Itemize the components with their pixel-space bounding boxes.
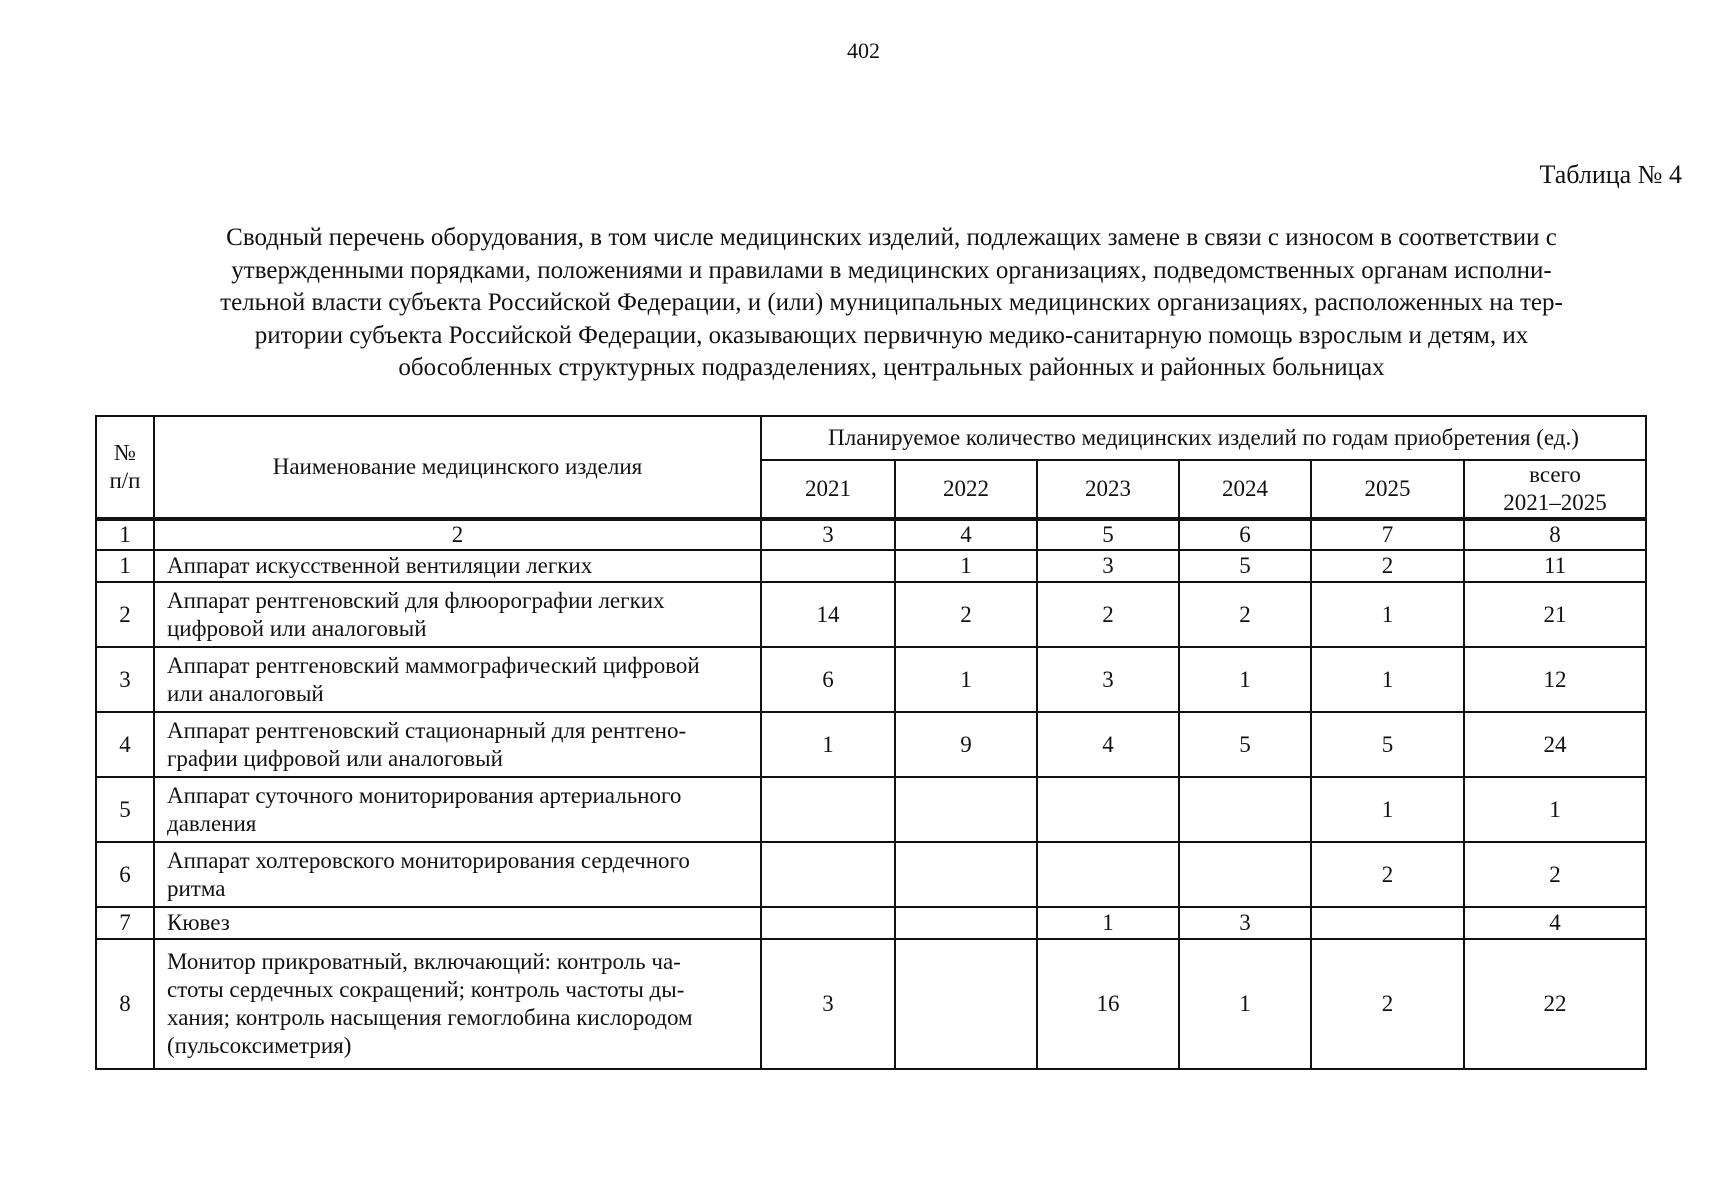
year-quantity: [895, 777, 1037, 842]
year-quantity: 2: [895, 582, 1037, 647]
year-quantity: 5: [1179, 550, 1311, 582]
header-number-line1: №: [114, 440, 136, 465]
year-quantity: [1311, 907, 1464, 939]
device-name: [154, 939, 761, 1069]
header-year: 2024: [1179, 460, 1311, 519]
title-line: ритории субъекта Российской Федерации, оказывающих первичную медико-санитарную помощь взрослым и детям, их: [254, 321, 1529, 349]
row-number: 8: [96, 939, 154, 1069]
column-number: 6: [1179, 519, 1311, 550]
device-name: [154, 550, 761, 582]
device-name-line: Аппарат рентгеновский маммографический цифровой: [167, 652, 700, 678]
table-row: [96, 582, 1646, 647]
device-name-line: цифровой или аналоговый: [167, 615, 427, 641]
row-number: 2: [96, 582, 154, 647]
year-quantity: [895, 939, 1037, 1069]
year-quantity: [761, 550, 895, 582]
total-quantity: 2: [1464, 842, 1646, 907]
year-quantity: [761, 842, 895, 907]
title-line: обособленных структурных подразделениях, центральных районных и районных больницах: [398, 354, 1385, 381]
year-quantity: 2: [1179, 582, 1311, 647]
device-name-line: ритма: [167, 875, 226, 901]
year-quantity: 1: [895, 647, 1037, 712]
column-number: 2: [154, 519, 761, 550]
year-quantity: 2: [1311, 550, 1464, 582]
column-number: 1: [96, 519, 154, 550]
device-name: [154, 582, 761, 647]
total-quantity: 11: [1464, 550, 1646, 582]
table-row: [96, 842, 1646, 907]
year-quantity: 3: [1179, 907, 1311, 939]
header-year: 2021: [761, 460, 895, 519]
header-total: [1464, 460, 1646, 519]
year-quantity: 5: [1311, 712, 1464, 777]
device-name-line: Аппарат суточного мониторирования артериального: [167, 782, 682, 808]
header-total-line2: 2021–2025: [1503, 490, 1607, 515]
header-total-line1: всего: [1529, 462, 1581, 487]
device-name-line: или аналоговый: [167, 680, 324, 706]
year-quantity: [1179, 842, 1311, 907]
device-name: [154, 777, 761, 842]
year-quantity: 1: [1179, 647, 1311, 712]
header-name: Наименование медицинского изделия: [154, 416, 761, 519]
total-quantity: 1: [1464, 777, 1646, 842]
header-number-line2: п/п: [109, 468, 141, 493]
title-line: тельной власти субъекта Российской Федерации, и (или) муниципальных медицинских организациях, расположенных на тер-: [220, 289, 1563, 316]
header-group: Планируемое количество медицинских изделий по годам приобретения (ед.): [761, 416, 1646, 460]
year-quantity: [1037, 777, 1179, 842]
year-quantity: [761, 777, 895, 842]
year-quantity: 1: [1311, 777, 1464, 842]
column-number: 3: [761, 519, 895, 550]
year-quantity: 16: [1037, 939, 1179, 1069]
year-quantity: 3: [1037, 647, 1179, 712]
year-quantity: [895, 907, 1037, 939]
header-year: 2022: [895, 460, 1037, 519]
year-quantity: [761, 907, 895, 939]
year-quantity: 1: [1311, 582, 1464, 647]
device-name-line: (пульсоксиметрия): [167, 1033, 352, 1058]
column-number: 5: [1037, 519, 1179, 550]
year-quantity: [895, 842, 1037, 907]
table-row: [96, 550, 1646, 582]
row-number: 3: [96, 647, 154, 712]
header-year: 2023: [1037, 460, 1179, 519]
device-name-line: Аппарат рентгеновский для флюорографии легких: [167, 587, 665, 613]
year-quantity: 5: [1179, 712, 1311, 777]
table-row: [96, 777, 1646, 842]
year-quantity: 1: [895, 550, 1037, 582]
title-line: Сводный перечень оборудования, в том числе медицинских изделий, подлежащих замене в связи с износом в соответствии с: [226, 224, 1557, 251]
table-row: [96, 907, 1646, 939]
row-number: 5: [96, 777, 154, 842]
device-name-line: Аппарат искусственной вентиляции легких: [167, 553, 593, 578]
table-label: Таблица № 4: [1539, 160, 1682, 189]
device-name-line: графии цифровой или аналоговый: [167, 745, 503, 771]
device-name-line: Аппарат рентгеновский стационарный для рентгено-: [167, 717, 687, 743]
total-quantity: 22: [1464, 939, 1646, 1069]
year-quantity: 14: [761, 582, 895, 647]
year-quantity: 4: [1037, 712, 1179, 777]
total-quantity: 4: [1464, 907, 1646, 939]
title-line: утвержденными порядками, положениями и правилами в медицинских организациях, подведомственных органам исполни-: [231, 256, 1552, 284]
year-quantity: 6: [761, 647, 895, 712]
table-row: [96, 712, 1646, 777]
device-name-line: Монитор прикроватный, включающий: контроль ча-: [167, 949, 681, 974]
year-quantity: [1179, 777, 1311, 842]
column-number: 4: [895, 519, 1037, 550]
device-name: [154, 907, 761, 939]
table-row: [96, 939, 1646, 1069]
row-number: 6: [96, 842, 154, 907]
year-quantity: 2: [1311, 939, 1464, 1069]
year-quantity: 2: [1037, 582, 1179, 647]
row-number: 7: [96, 907, 154, 939]
device-name: [154, 712, 761, 777]
year-quantity: 9: [895, 712, 1037, 777]
year-quantity: 1: [1179, 939, 1311, 1069]
row-number: 1: [96, 550, 154, 582]
column-numbers-row: [96, 519, 1646, 550]
year-quantity: 1: [1037, 907, 1179, 939]
total-quantity: 21: [1464, 582, 1646, 647]
column-number: 8: [1464, 519, 1646, 550]
device-name-line: хания; контроль насыщения гемоглобина кислородом: [167, 1005, 693, 1030]
equipment-table: [95, 415, 1647, 1070]
year-quantity: 1: [761, 712, 895, 777]
header-year: 2025: [1311, 460, 1464, 519]
device-name-line: стоты сердечных сокращений; контроль частоты ды-: [167, 977, 685, 1002]
page-number: 402: [847, 38, 880, 63]
device-name-line: Кювез: [167, 910, 230, 935]
year-quantity: 1: [1311, 647, 1464, 712]
year-quantity: [1037, 842, 1179, 907]
document-title: [100, 222, 1683, 385]
year-quantity: 2: [1311, 842, 1464, 907]
device-name-line: давления: [167, 810, 257, 836]
device-name: [154, 647, 761, 712]
device-name: [154, 842, 761, 907]
header-number: [96, 416, 154, 519]
row-number: 4: [96, 712, 154, 777]
total-quantity: 12: [1464, 647, 1646, 712]
table-row: [96, 647, 1646, 712]
device-name-line: Аппарат холтеровского мониторирования сердечного: [167, 847, 690, 873]
header-row: [96, 416, 1646, 460]
year-quantity: 3: [1037, 550, 1179, 582]
total-quantity: 24: [1464, 712, 1646, 777]
year-quantity: 3: [761, 939, 895, 1069]
column-number: 7: [1311, 519, 1464, 550]
